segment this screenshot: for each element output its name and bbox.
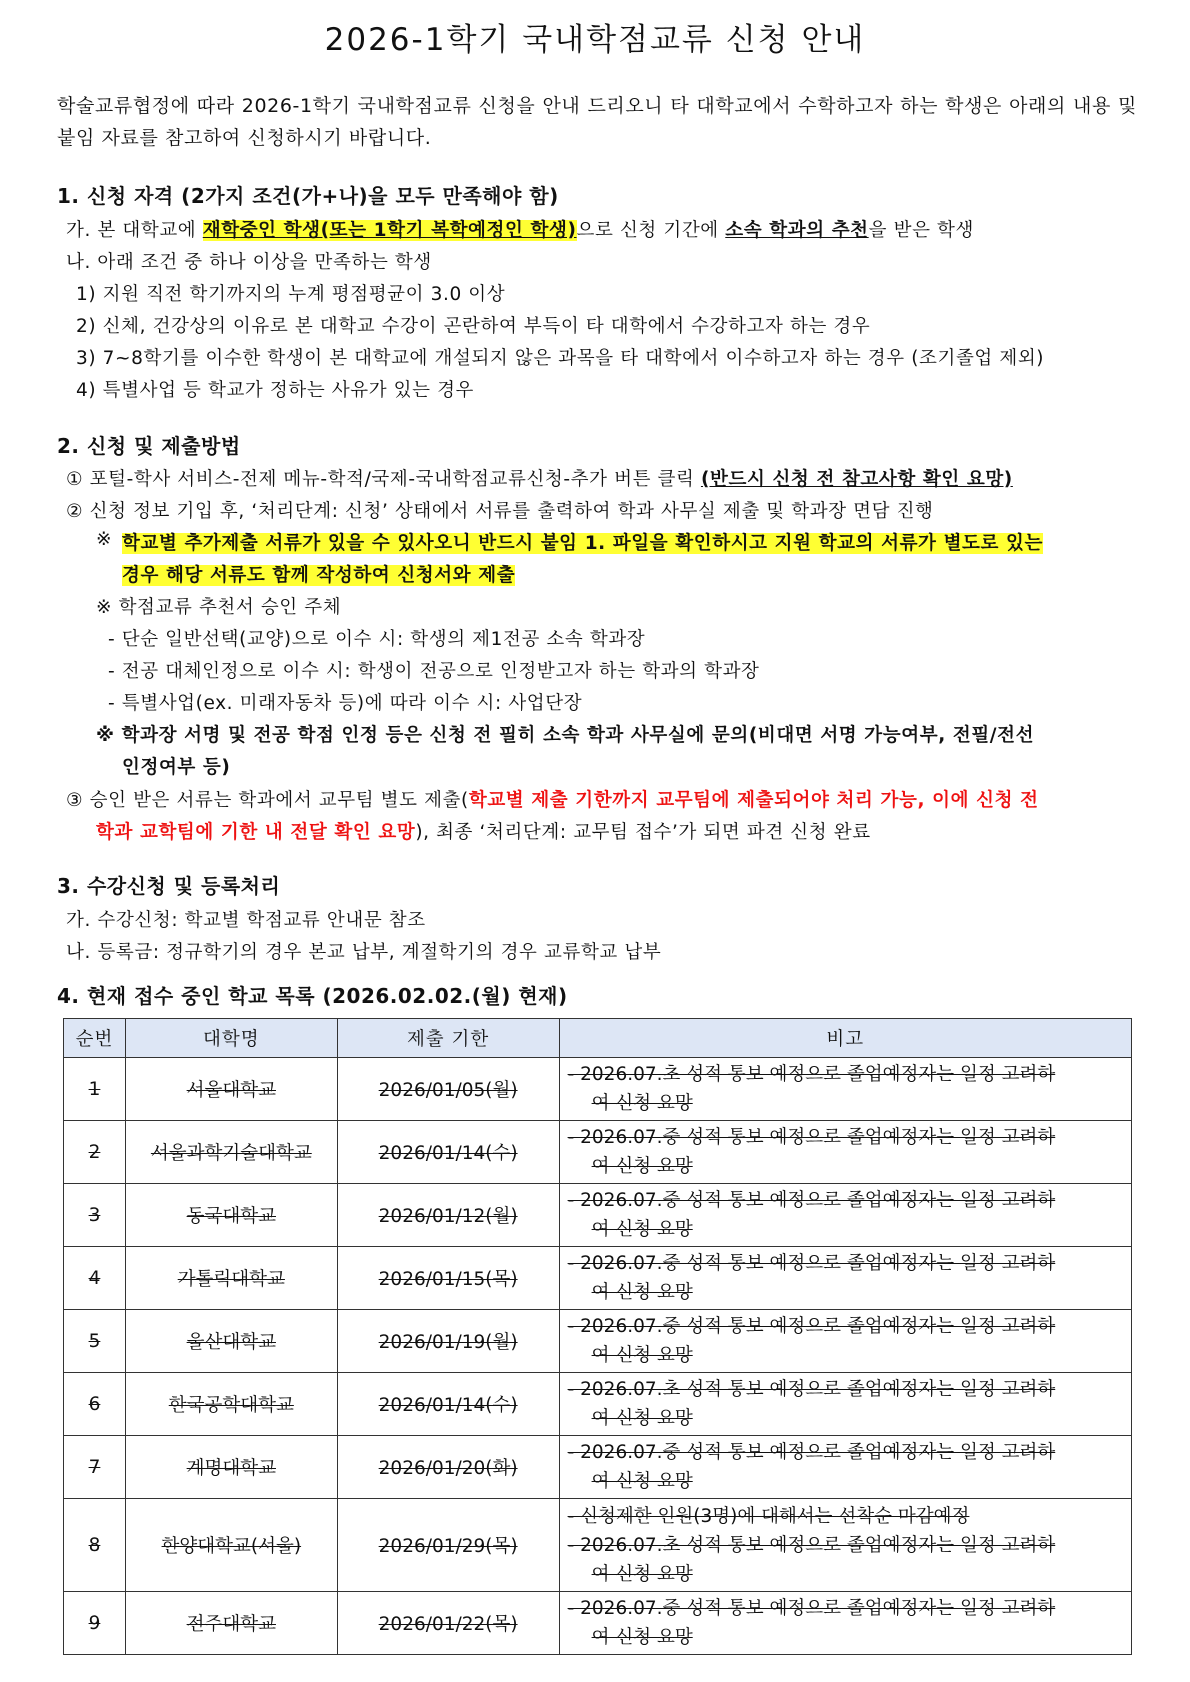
row-deadline: 2026/01/12(월) <box>337 1184 559 1247</box>
note-line: - 2026.07.중 성적 통보 예정으로 졸업예정자는 일정 고려하 <box>567 1190 1056 1211</box>
col-header-no: 순번 <box>64 1019 126 1058</box>
row-univ: 계명대학교 <box>125 1436 337 1499</box>
table-row <box>64 1247 1132 1310</box>
note-line: - 2026.07.초 성적 통보 예정으로 졸업예정자는 일정 고려하 <box>567 1064 1056 1085</box>
condition-item: 2) 신체, 건강상의 이유로 본 대학교 수강이 곤란하여 부득이 타 대학에서 수강하고자 하는 경우 <box>76 316 871 337</box>
row-deadline: 2026/01/20(화) <box>337 1436 559 1499</box>
condition-item: 1) 지원 직전 학기까지의 누계 평점평균이 3.0 이상 <box>76 284 506 305</box>
table-row <box>64 1436 1132 1499</box>
approver-item: - 전공 대체인정으로 이수 시: 학생이 전공으로 인정받고자 하는 학과의 학과장 <box>108 661 760 682</box>
note-line: - 2026.07.중 성적 통보 예정으로 졸업예정자는 일정 고려하 <box>567 1316 1056 1337</box>
section-1-heading: 1. 신청 자격 (2가지 조건(가+나)을 모두 만족해야 함) <box>57 184 559 208</box>
row-deadline: 2026/01/05(월) <box>337 1058 559 1121</box>
section-1-item-ga: 가. 본 대학교에 재학중인 학생(또는 1학기 복학예정인 학생)으로 신청 기간에 소속 학과의 추천을 받은 학생 <box>66 220 974 241</box>
step-3: ③ 승인 받은 서류는 학과에서 교무팀 별도 제출(학교별 제출 기한까지 교무팀에 제출되어야 처리 가능, 이에 신청 전 <box>66 790 1039 811</box>
row-notes <box>559 1436 1131 1499</box>
intro-paragraph: 학술교류협정에 따라 2026-1학기 국내학점교류 신청을 안내 드리오니 타 대학교에서 수학하고자 하는 학생은 아래의 내용 및 붙임 자료를 참고하여 신청하시기 바랍니다. <box>57 95 1137 149</box>
table-row <box>64 1058 1132 1121</box>
row-deadline: 2026/01/14(수) <box>337 1373 559 1436</box>
section-3-heading: 3. 수강신청 및 등록처리 <box>57 874 281 898</box>
section-4-heading: 4. 현재 접수 중인 학교 목록 (2026.02.02.(월) 현재) <box>57 984 568 1008</box>
row-notes <box>559 1184 1131 1247</box>
note-line: 여 신청 요망 <box>591 1219 693 1240</box>
section-3-item-na: 나. 등록금: 정규학기의 경우 본교 납부, 계절학기의 경우 교류학교 납부 <box>66 942 662 963</box>
condition-item: 3) 7~8학기를 이수한 학생이 본 대학교에 개설되지 않은 과목을 타 대학에서 이수하고자 하는 경우 (조기졸업 제외) <box>76 348 1045 369</box>
section-2-heading: 2. 신청 및 제출방법 <box>57 434 241 458</box>
row-notes <box>559 1373 1131 1436</box>
section-3-item-ga: 가. 수강신청: 학교별 학점교류 안내문 참조 <box>66 910 426 931</box>
note-line: 여 신청 요망 <box>591 1627 693 1648</box>
school-list-table <box>63 1018 1132 1655</box>
row-univ: 한국공학대학교 <box>125 1373 337 1436</box>
row-univ: 전주대학교 <box>125 1592 337 1655</box>
note-line: - 신청제한 인원(3명)에 대해서는 선착순 마감예정 <box>567 1505 970 1527</box>
table-row <box>64 1592 1132 1655</box>
row-no: 1 <box>64 1058 126 1121</box>
approver-item: - 단순 일반선택(교양)으로 이수 시: 학생의 제1전공 소속 학과장 <box>108 629 646 650</box>
step-1: ① 포털-학사 서비스-전제 메뉴-학적/국제-국내학점교류신청-추가 버튼 클릭 (반드시 신청 전 참고사항 확인 요망) <box>66 469 1013 490</box>
approver-item: - 특별사업(ex. 미래자동차 등)에 따라 이수 시: 사업단장 <box>108 693 583 714</box>
note-line: - 2026.07.중 성적 통보 예정으로 졸업예정자는 일정 고려하 <box>567 1442 1056 1463</box>
note-line: - 2026.07.중 성적 통보 예정으로 졸업예정자는 일정 고려하 <box>567 1598 1056 1619</box>
condition-item: 4) 특별사업 등 학교가 정하는 사유가 있는 경우 <box>76 380 475 401</box>
row-no: 8 <box>64 1499 126 1592</box>
note-line: - 2026.07.초 성적 통보 예정으로 졸업예정자는 일정 고려하 <box>567 1534 1056 1556</box>
row-deadline: 2026/01/15(목) <box>337 1247 559 1310</box>
row-notes <box>559 1121 1131 1184</box>
dept-recommendation: 소속 학과의 추천 <box>725 220 869 241</box>
col-header-notes: 비고 <box>559 1019 1131 1058</box>
row-no: 3 <box>64 1184 126 1247</box>
note-line: 여 신청 요망 <box>591 1345 693 1366</box>
note-line: - 2026.07.초 성적 통보 예정으로 졸업예정자는 일정 고려하 <box>567 1379 1056 1400</box>
note-dept-inquiry-cont: 인정여부 등) <box>122 757 231 778</box>
col-header-deadline: 제출 기한 <box>337 1019 559 1058</box>
note-mark: ※ <box>96 529 113 550</box>
note-line: - 2026.07.중 성적 통보 예정으로 졸업예정자는 일정 고려하 <box>567 1253 1056 1274</box>
row-notes <box>559 1058 1131 1121</box>
table-row <box>64 1499 1132 1592</box>
row-deadline: 2026/01/14(수) <box>337 1121 559 1184</box>
row-univ: 울산대학교 <box>125 1310 337 1373</box>
highlight-enrolled-student: 재학중인 학생(또는 1학기 복학예정인 학생) <box>202 220 577 241</box>
row-notes <box>559 1499 1131 1592</box>
table-row <box>64 1373 1132 1436</box>
row-notes <box>559 1592 1131 1655</box>
row-no: 5 <box>64 1310 126 1373</box>
note-extra-documents-cont: 경우 해당 서류도 함께 작성하여 신청서와 제출 <box>122 565 516 586</box>
step-3-cont: 학과 교학팀에 기한 내 전달 확인 요망), 최종 ‘처리단계: 교무팀 접수’가 되면 파견 신청 완료 <box>96 822 871 843</box>
row-univ: 동국대학교 <box>125 1184 337 1247</box>
note-line: 여 신청 요망 <box>591 1471 693 1492</box>
row-univ: 가톨릭대학교 <box>125 1247 337 1310</box>
row-no: 2 <box>64 1121 126 1184</box>
table-row <box>64 1310 1132 1373</box>
table-header-row <box>64 1019 1132 1058</box>
note-line: 여 신청 요망 <box>591 1093 693 1114</box>
row-notes <box>559 1310 1131 1373</box>
row-no: 4 <box>64 1247 126 1310</box>
note-dept-inquiry: ※ 학과장 서명 및 전공 학점 인정 등은 신청 전 필히 소속 학과 사무실에 문의(비대면 서명 가능여부, 전필/전선 <box>96 725 1035 746</box>
table-row <box>64 1184 1132 1247</box>
row-no: 6 <box>64 1373 126 1436</box>
row-deadline: 2026/01/29(목) <box>337 1499 559 1592</box>
row-univ: 한양대학교(서울) <box>125 1499 337 1592</box>
col-header-univ: 대학명 <box>125 1019 337 1058</box>
row-no: 7 <box>64 1436 126 1499</box>
note-line: 여 신청 요망 <box>591 1408 693 1429</box>
table-row <box>64 1121 1132 1184</box>
note-line: 여 신청 요망 <box>591 1563 693 1585</box>
row-univ: 서울대학교 <box>125 1058 337 1121</box>
row-univ: 서울과학기술대학교 <box>125 1121 337 1184</box>
step-2: ② 신청 정보 기입 후, ‘처리단계: 신청’ 상태에서 서류를 출력하여 학과 사무실 제출 및 학과장 면담 진행 <box>66 501 934 522</box>
note-line: - 2026.07.중 성적 통보 예정으로 졸업예정자는 일정 고려하 <box>567 1127 1056 1148</box>
row-deadline: 2026/01/19(월) <box>337 1310 559 1373</box>
note-approver: ※ 학점교류 추천서 승인 주체 <box>96 597 342 618</box>
row-deadline: 2026/01/22(목) <box>337 1592 559 1655</box>
row-notes <box>559 1247 1131 1310</box>
section-1-item-na: 나. 아래 조건 중 하나 이상을 만족하는 학생 <box>66 252 432 273</box>
document-title: 2026-1학기 국내학점교류 신청 안내 <box>324 22 866 58</box>
note-line: 여 신청 요망 <box>591 1156 693 1177</box>
note-extra-documents: 학교별 추가제출 서류가 있을 수 있사오니 반드시 붙임 1. 파일을 확인하시고 지원 학교의 서류가 별도로 있는 <box>122 533 1043 554</box>
note-line: 여 신청 요망 <box>591 1282 693 1303</box>
row-no: 9 <box>64 1592 126 1655</box>
